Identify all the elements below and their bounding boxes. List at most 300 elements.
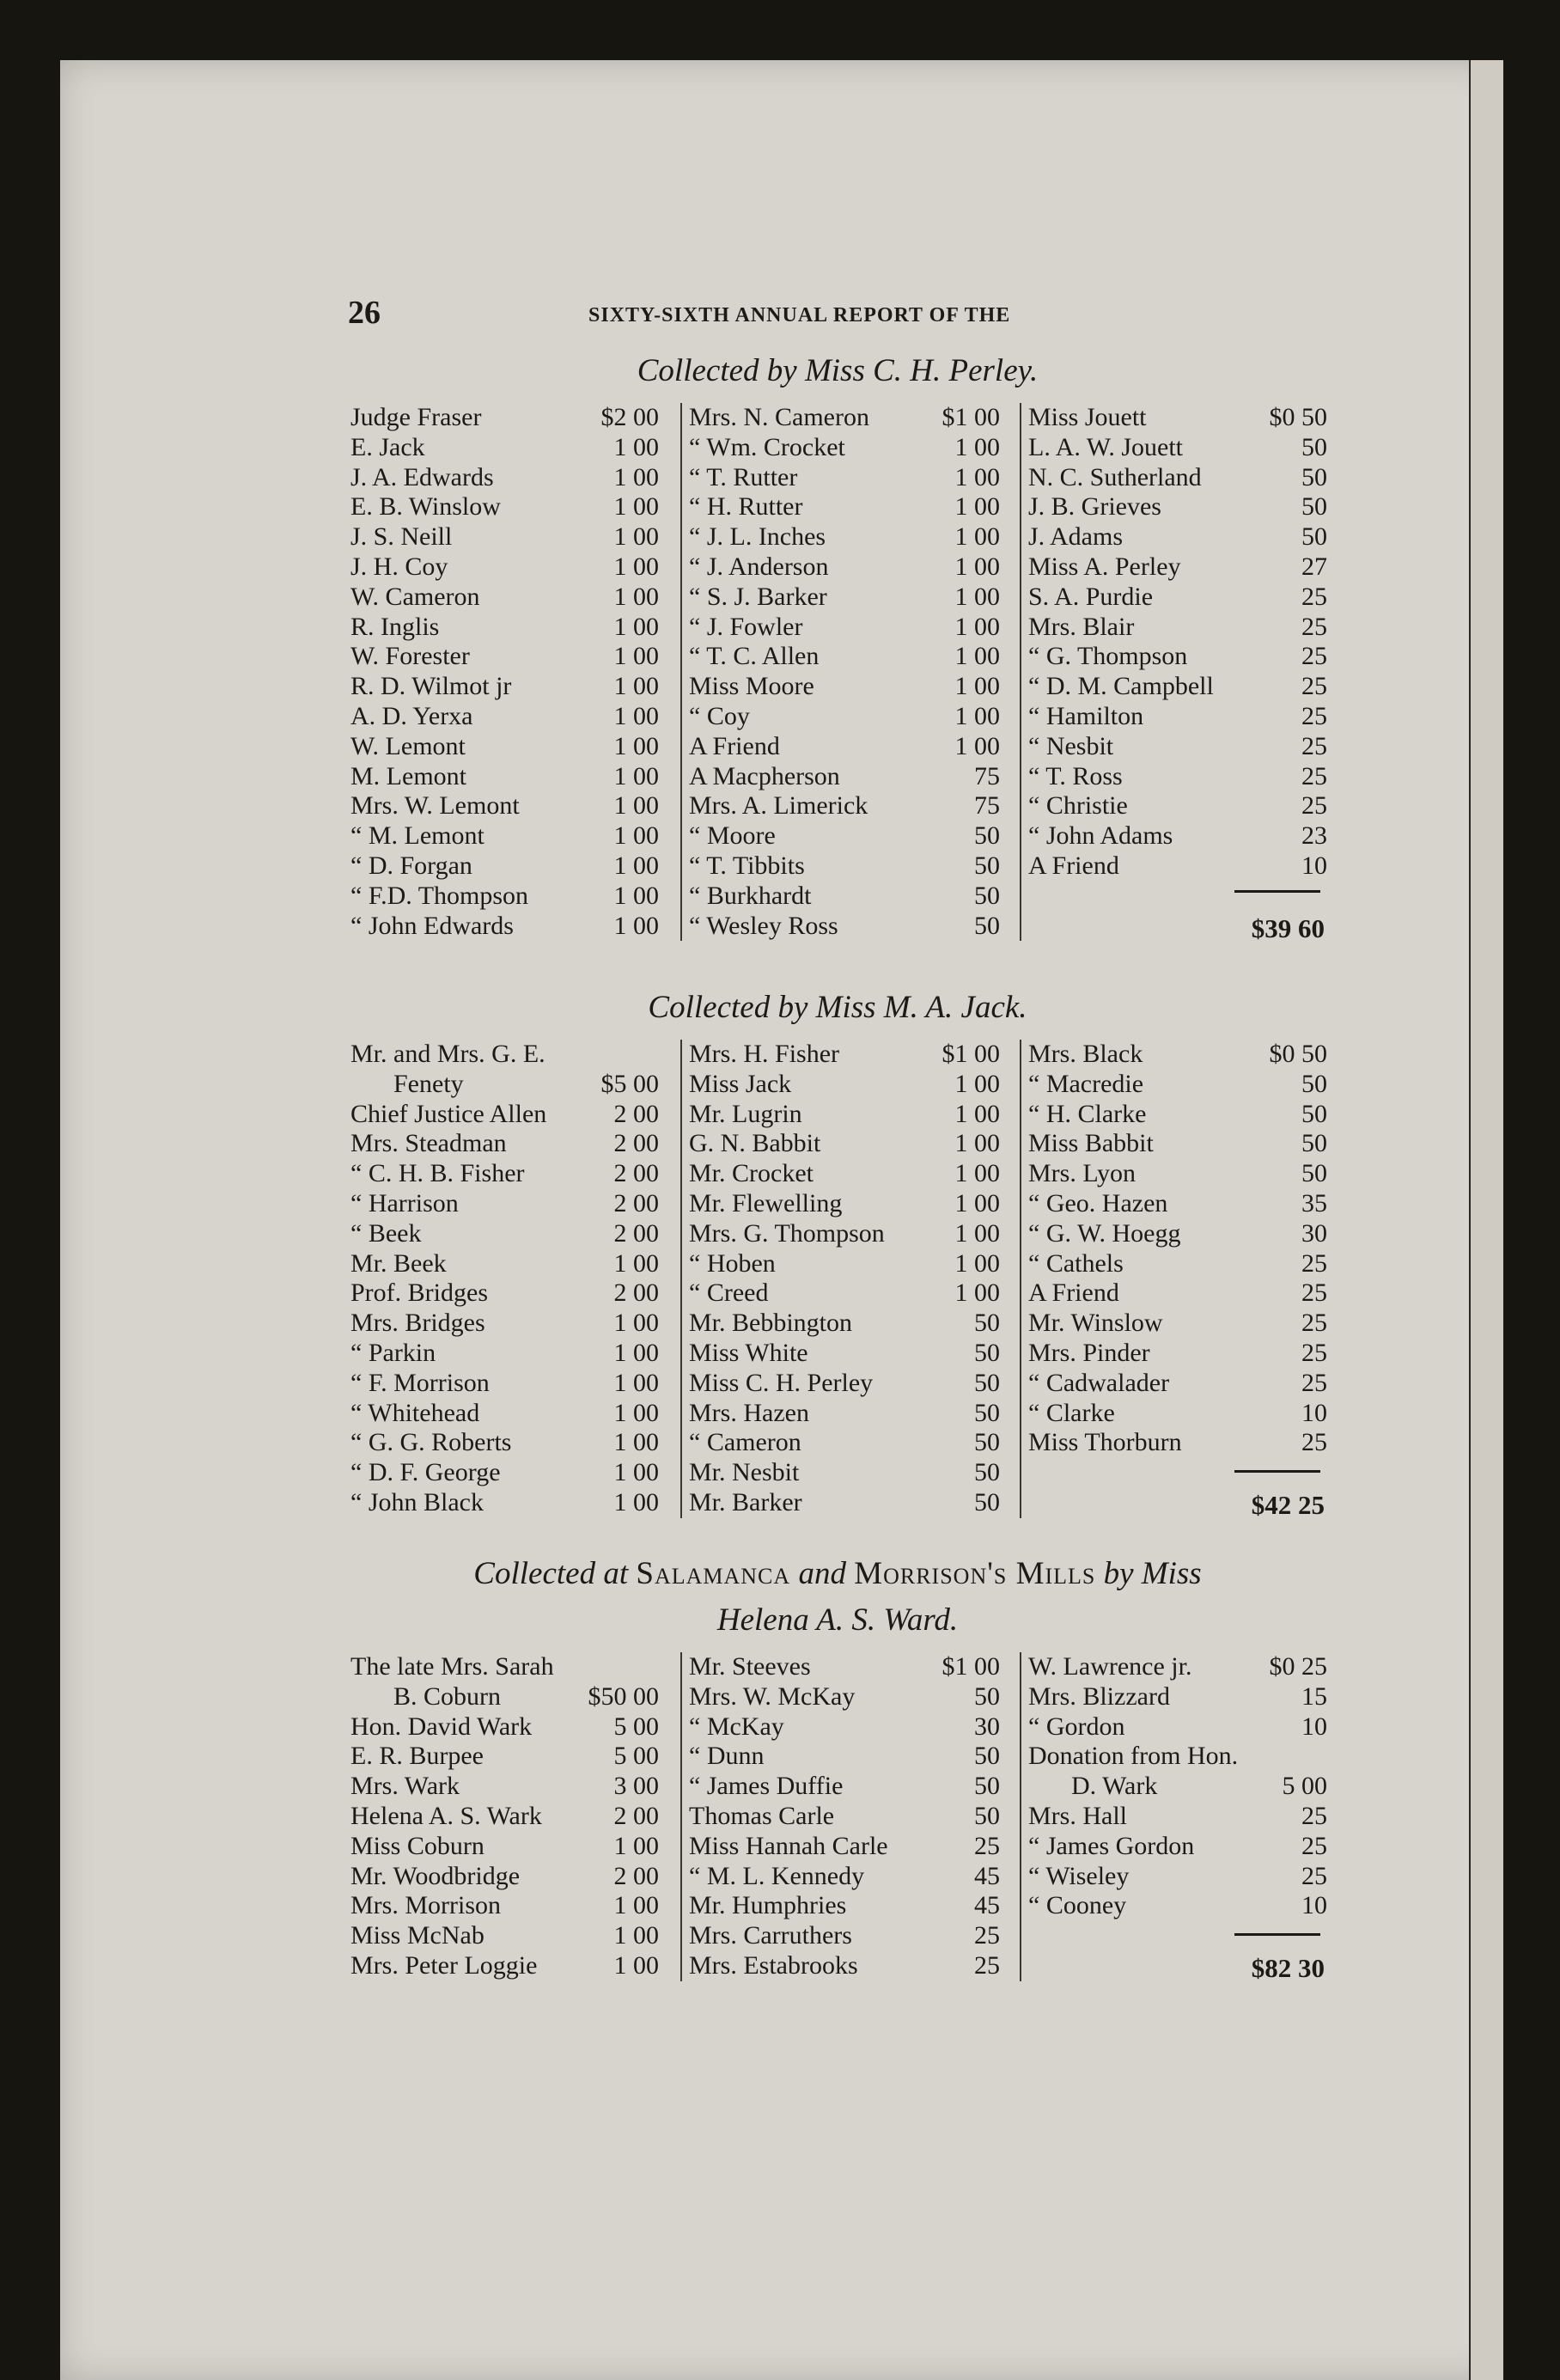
subscriber-name: “ Dunn xyxy=(689,1742,765,1771)
subscription-amount: 1 00 xyxy=(613,612,659,641)
subscriber-row xyxy=(1021,1428,1334,1458)
subscriber-name: Mr. Steeves xyxy=(689,1652,811,1681)
subscription-amount: 25 xyxy=(1301,791,1327,821)
subscriber-row xyxy=(344,613,666,643)
subscriber-row xyxy=(682,1278,1007,1309)
subscriber-row xyxy=(344,1652,666,1682)
subscription-amount: 50 xyxy=(974,1368,1000,1397)
subscriber-name: Miss A. Perley xyxy=(1028,552,1181,581)
subscriber-row xyxy=(682,702,1007,732)
subscription-amount: 25 xyxy=(1301,582,1327,611)
subscription-amount: $1 00 xyxy=(941,403,1000,431)
subscription-amount: 1 00 xyxy=(613,761,659,790)
subscriber-row xyxy=(344,463,666,493)
subscriber-row xyxy=(682,642,1007,672)
subscription-amount: 1 00 xyxy=(613,1891,659,1920)
subscriber-name: Mrs. Estabrooks xyxy=(689,1950,858,1980)
subscriber-row xyxy=(1021,1832,1334,1862)
subscriber-name: “ Creed xyxy=(689,1278,769,1308)
subscriber-name: “ Wesley Ross xyxy=(689,911,838,940)
subscription-amount: 1 00 xyxy=(954,522,1000,552)
section-title: Collected by Miss M. A. Jack. xyxy=(648,990,1027,1025)
subscription-amount: $1 00 xyxy=(941,1040,1000,1068)
subscription-amount: 25 xyxy=(1301,612,1327,641)
subscriber-name: Miss Thorburn xyxy=(1028,1428,1182,1457)
subscriber-row xyxy=(344,1249,666,1279)
subscriber-row xyxy=(344,1129,666,1159)
subscriber-name: Mr. Woodbridge xyxy=(350,1861,521,1890)
subscriber-row xyxy=(1021,1742,1334,1772)
subscriber-row xyxy=(682,851,1007,882)
subscription-amount: 10 xyxy=(1301,1398,1327,1427)
subscriber-name: S. A. Purdie xyxy=(1028,582,1154,611)
subscription-amount: 1 00 xyxy=(954,432,1000,461)
subscriber-name: Mrs. Black xyxy=(1028,1040,1143,1068)
subscription-amount: 1 00 xyxy=(613,791,659,821)
subscriber-row xyxy=(344,492,666,522)
subscriber-row xyxy=(682,492,1007,522)
subscription-amount: 10 xyxy=(1301,851,1327,880)
section-title xyxy=(344,1551,1331,1597)
subscriber-row xyxy=(1021,672,1334,702)
subscriber-name: Mr. and Mrs. G. E. xyxy=(350,1040,545,1068)
subscriber-name: Miss McNab xyxy=(350,1921,484,1950)
subscription-amount: 1 00 xyxy=(613,1309,659,1338)
subscriber-name: Prof. Bridges xyxy=(350,1278,488,1308)
subscriber-row xyxy=(344,702,666,732)
subscription-amount: 50 xyxy=(1301,462,1327,491)
subscriber-row xyxy=(344,1488,666,1518)
subscriber-row xyxy=(344,1189,666,1219)
subscriber-row xyxy=(682,1040,1007,1070)
subscription-amount: 30 xyxy=(1301,1218,1327,1248)
subscriber-name: “ Gordon xyxy=(1028,1712,1125,1741)
subscriber-name: Miss C. H. Perley xyxy=(689,1368,874,1397)
subscriber-row xyxy=(1021,1802,1334,1832)
subscription-amount: 25 xyxy=(1301,1338,1327,1367)
subscriber-name: Mrs. Peter Loggie xyxy=(350,1950,538,1980)
subscriber-name: Mrs. A. Limerick xyxy=(689,791,868,821)
subscriber-row xyxy=(344,522,666,552)
subscription-amount: 2 00 xyxy=(613,1861,659,1890)
subscriber-name: J. Adams xyxy=(1028,522,1124,552)
subscription-amount: 50 xyxy=(974,881,1000,910)
subscriber-name: “ J. Anderson xyxy=(689,552,829,581)
subscriber-name: Mr. Barker xyxy=(689,1487,802,1516)
subscription-amount: 1 00 xyxy=(954,642,1000,671)
subscriber-name: “ Whitehead xyxy=(350,1398,480,1427)
subscription-amount: 30 xyxy=(974,1712,1000,1741)
subscription-amount: 1 00 xyxy=(613,1487,659,1516)
subscription-amount: 1 00 xyxy=(613,731,659,760)
subscription-amount: 2 00 xyxy=(613,1159,659,1188)
subscriber-name: “ H. Clarke xyxy=(1028,1099,1147,1128)
subscription-amount: 50 xyxy=(1301,1159,1327,1188)
subscriber-name: “ M. Lemont xyxy=(350,821,484,851)
subscription-amount: 25 xyxy=(1301,731,1327,760)
subscriber-row xyxy=(682,1249,1007,1279)
subscriber-row xyxy=(344,851,666,882)
subscription-amount: 1 00 xyxy=(954,701,1000,730)
subscriber-name: “ Geo. Hazen xyxy=(1028,1188,1168,1217)
subscription-amount: 1 00 xyxy=(613,1921,659,1950)
subscription-amount: 25 xyxy=(1301,672,1327,701)
subscriber-name: Mr. Beek xyxy=(350,1248,447,1278)
subscription-amount: 1 00 xyxy=(613,552,659,581)
subscriber-row xyxy=(682,433,1007,463)
subscriber-name: Fenety xyxy=(393,1069,464,1098)
subscription-amount: 1 00 xyxy=(613,911,659,940)
subscription-amount: 1 00 xyxy=(954,582,1000,611)
subscriber-name: A Friend xyxy=(689,731,780,760)
subscription-amount: 1 00 xyxy=(954,731,1000,760)
subscription-amount: 75 xyxy=(974,761,1000,790)
subscriber-row xyxy=(682,1742,1007,1772)
subscriber-name: Mrs. Blizzard xyxy=(1028,1681,1170,1711)
subscriber-row xyxy=(344,1921,666,1951)
subscription-amount: 2 00 xyxy=(613,1218,659,1248)
subscription-amount: 27 xyxy=(1301,552,1327,581)
subscriber-row xyxy=(682,1458,1007,1488)
column-2 xyxy=(680,1652,1007,1981)
subscriber-name: “ Cadwalader xyxy=(1028,1368,1170,1397)
subscriber-row xyxy=(1021,1219,1334,1249)
subscriber-name: Thomas Carle xyxy=(689,1801,835,1830)
subscription-amount: 25 xyxy=(1301,1831,1327,1860)
subscriber-row xyxy=(344,642,666,672)
subscriber-name: G. N. Babbit xyxy=(689,1129,821,1158)
subscriber-name: A Friend xyxy=(1028,1278,1119,1308)
subscriber-row xyxy=(682,912,1007,942)
subscriber-row xyxy=(1021,1189,1334,1219)
subscription-amount: 25 xyxy=(1301,1861,1327,1890)
subscriber-name: “ James Duffie xyxy=(689,1772,844,1801)
subscriber-row xyxy=(1021,791,1334,821)
section-jack xyxy=(344,985,1331,1520)
subscriber-name: Mrs. N. Cameron xyxy=(689,403,869,431)
subscriber-name: J. B. Grieves xyxy=(1028,492,1161,522)
subscriber-row xyxy=(344,1712,666,1742)
subscription-amount: $50 00 xyxy=(588,1681,659,1711)
subscription-amount: 1 00 xyxy=(613,1950,659,1980)
total-rule xyxy=(1234,1933,1320,1936)
subscriber-name: “ John Edwards xyxy=(350,911,514,940)
subscriber-row xyxy=(344,882,666,912)
subscription-amount: 1 00 xyxy=(613,672,659,701)
subscriber-name: “ T. Ross xyxy=(1028,761,1123,790)
subscription-amount: 50 xyxy=(974,1487,1000,1516)
subscription-amount: 1 00 xyxy=(954,612,1000,641)
subscriber-row xyxy=(682,732,1007,762)
subscription-amount: 50 xyxy=(974,1338,1000,1367)
subscriber-row xyxy=(682,672,1007,702)
page-number: 26 xyxy=(348,295,381,331)
subscription-amount: 2 00 xyxy=(613,1801,659,1830)
subscriber-row xyxy=(682,1369,1007,1399)
subscriber-name: “ Cameron xyxy=(689,1428,801,1457)
subscriber-row xyxy=(344,1100,666,1130)
subscriber-name: Miss White xyxy=(689,1338,808,1367)
subscriber-name: Judge Fraser xyxy=(350,403,482,431)
subscriber-row xyxy=(682,1129,1007,1159)
subscription-amount: 1 00 xyxy=(613,821,659,851)
subscriber-name: J. H. Coy xyxy=(350,552,448,581)
subscription-amount: 25 xyxy=(1301,1309,1327,1338)
subscriber-row xyxy=(1021,522,1334,552)
subscriber-row xyxy=(1021,1100,1334,1130)
subscriber-name: Mr. Winslow xyxy=(1028,1309,1163,1338)
subscription-amount: 1 00 xyxy=(954,1188,1000,1217)
subscription-amount: 1 00 xyxy=(613,1368,659,1397)
subscriber-row xyxy=(1021,851,1334,882)
subscriber-name: D. Wark xyxy=(1071,1772,1158,1801)
subscriber-name: M. Lemont xyxy=(350,761,466,790)
subscriber-name: “ Cooney xyxy=(1028,1891,1127,1920)
subscriber-row xyxy=(1021,583,1334,613)
subscriber-row xyxy=(1021,463,1334,493)
subscriber-row xyxy=(344,583,666,613)
subscriber-row xyxy=(1021,403,1334,433)
subscription-amount: 25 xyxy=(1301,701,1327,730)
subscriber-name: Mrs. Steadman xyxy=(350,1129,507,1158)
subscription-amount: 50 xyxy=(974,1681,1000,1711)
subscriber-name: Chief Justice Allen xyxy=(350,1099,547,1128)
column-3 xyxy=(1020,1652,1334,1981)
subscription-amount: 5 00 xyxy=(613,1742,659,1771)
subscriber-name: E. Jack xyxy=(350,432,425,461)
subscriber-name: “ John Adams xyxy=(1028,821,1173,851)
subscriber-row xyxy=(682,1189,1007,1219)
subscription-amount: 50 xyxy=(974,911,1000,940)
subscriber-name: W. Lawrence jr. xyxy=(1028,1652,1192,1681)
subscription-amount: 2 00 xyxy=(613,1188,659,1217)
subscriber-name: E. B. Winslow xyxy=(350,492,501,522)
title-part: Collected at xyxy=(473,1556,637,1591)
subscriber-row xyxy=(344,403,666,433)
section-total: $39 60 xyxy=(1251,912,1325,943)
subscriber-row xyxy=(682,1339,1007,1369)
section-perley xyxy=(344,348,1331,943)
subscriber-name: R. D. Wilmot jr xyxy=(350,672,512,701)
subscriber-name: “ J. Fowler xyxy=(689,612,803,641)
subscription-amount: 25 xyxy=(1301,1368,1327,1397)
subscription-amount: $2 00 xyxy=(600,403,659,431)
subscription-amount: 50 xyxy=(1301,492,1327,522)
subscription-amount: 1 00 xyxy=(613,642,659,671)
section-ward xyxy=(344,1551,1331,1983)
subscriber-row xyxy=(682,1951,1007,1981)
subscriber-name: “ Clarke xyxy=(1028,1398,1115,1427)
subscriber-row xyxy=(344,552,666,583)
subscriber-row xyxy=(1021,1369,1334,1399)
subscription-amount: 50 xyxy=(1301,1099,1327,1128)
subscriber-row xyxy=(1021,1278,1334,1309)
subscriber-name: A Macpherson xyxy=(689,761,840,790)
subscriber-row xyxy=(344,1369,666,1399)
subscriber-name: L. A. W. Jouett xyxy=(1028,432,1184,461)
subscriber-name: Mrs. G. Thompson xyxy=(689,1218,885,1248)
section-title: Collected by Miss C. H. Perley. xyxy=(637,353,1039,388)
subscriber-row xyxy=(682,403,1007,433)
subscription-amount: $0 25 xyxy=(1269,1652,1327,1681)
subscriber-name: Miss Jouett xyxy=(1028,403,1147,431)
subscriber-name: A Friend xyxy=(1028,851,1119,880)
subscription-amount: 75 xyxy=(974,791,1000,821)
subscriber-row xyxy=(682,1921,1007,1951)
subscriber-name: Mrs. Bridges xyxy=(350,1309,485,1338)
subscription-amount: 2 00 xyxy=(613,1278,659,1308)
subscription-amount: 25 xyxy=(974,1831,1000,1860)
subscription-amount: 1 00 xyxy=(613,701,659,730)
page-header xyxy=(348,294,1327,337)
total-rule xyxy=(1234,1470,1320,1473)
subscriber-row xyxy=(1021,1159,1334,1189)
subscription-amount: 1 00 xyxy=(613,851,659,880)
subscriber-row xyxy=(682,762,1007,792)
subscription-amount: 1 00 xyxy=(613,1398,659,1427)
subscriber-row xyxy=(682,1652,1007,1682)
subscription-amount: $1 00 xyxy=(941,1652,1000,1681)
subscriber-name: Miss Moore xyxy=(689,672,814,701)
subscription-amount: 3 00 xyxy=(613,1772,659,1801)
subscription-amount: 50 xyxy=(974,1801,1000,1830)
subscriber-row xyxy=(344,1428,666,1458)
subscriber-name: “ Harrison xyxy=(350,1188,459,1217)
subscription-amount: 1 00 xyxy=(954,672,1000,701)
subscription-amount: 5 00 xyxy=(613,1712,659,1741)
subscription-amount: 45 xyxy=(974,1861,1000,1890)
subscription-amount: 50 xyxy=(1301,1129,1327,1158)
column-1 xyxy=(344,403,666,941)
subscription-amount: 50 xyxy=(974,1309,1000,1338)
subscription-amount: 1 00 xyxy=(954,1069,1000,1098)
subscriber-name: “ G. G. Roberts xyxy=(350,1428,512,1457)
subscription-amount: 15 xyxy=(1301,1681,1327,1711)
subscriber-row xyxy=(682,1309,1007,1339)
subscriber-row xyxy=(682,1488,1007,1518)
subscription-amount: 50 xyxy=(974,1742,1000,1771)
subscriber-row xyxy=(682,1712,1007,1742)
subscriber-name: “ M. L. Kennedy xyxy=(689,1861,865,1890)
subscriber-row xyxy=(1021,1040,1334,1070)
subscription-amount: 1 00 xyxy=(954,1278,1000,1308)
subscriber-name: “ Cathels xyxy=(1028,1248,1124,1278)
subscriber-name: “ Wm. Crocket xyxy=(689,432,845,461)
subscriber-name: Mrs. H. Fisher xyxy=(689,1040,840,1068)
subscription-amount: 50 xyxy=(974,1772,1000,1801)
subscriber-name: “ D. F. George xyxy=(350,1458,501,1487)
subscriber-name: A. D. Yerxa xyxy=(350,701,473,730)
subscriber-row xyxy=(344,1832,666,1862)
subscription-amount: 50 xyxy=(974,1398,1000,1427)
subscriber-row xyxy=(344,1070,666,1100)
subscriber-name: W. Cameron xyxy=(350,582,480,611)
subscription-amount: 50 xyxy=(1301,432,1327,461)
subscriber-row xyxy=(344,1219,666,1249)
subscription-amount: 2 00 xyxy=(613,1129,659,1158)
subscriber-row xyxy=(682,463,1007,493)
subscriber-name: “ Coy xyxy=(689,701,750,730)
subscriber-name: N. C. Sutherland xyxy=(1028,462,1202,491)
subscriber-row xyxy=(344,821,666,851)
subscriber-row xyxy=(1021,1070,1334,1100)
subscription-amount: 1 00 xyxy=(954,1218,1000,1248)
subscriber-row xyxy=(682,1219,1007,1249)
subscription-amount: 50 xyxy=(974,821,1000,851)
subscriber-name: Mrs. Wark xyxy=(350,1772,460,1801)
subscriber-row xyxy=(682,1772,1007,1802)
column-3 xyxy=(1020,1040,1334,1518)
subscriber-name: Mrs. Carruthers xyxy=(689,1921,852,1950)
subscriber-row xyxy=(1021,492,1334,522)
subscriber-row xyxy=(1021,433,1334,463)
subscription-amount: 25 xyxy=(1301,1278,1327,1308)
subscriber-name: “ Burkhardt xyxy=(689,881,812,910)
subscription-amount: 1 00 xyxy=(954,1159,1000,1188)
subscriber-row xyxy=(344,732,666,762)
subscriber-row xyxy=(1021,1399,1334,1429)
subscriber-name: Mr. Humphries xyxy=(689,1891,847,1920)
total-rule xyxy=(1234,890,1320,893)
subscription-amount: 2 00 xyxy=(613,1099,659,1128)
subscriber-name: J. A. Edwards xyxy=(350,462,494,491)
subscriber-name: “ G. W. Hoegg xyxy=(1028,1218,1181,1248)
subscriber-row xyxy=(344,1458,666,1488)
subscriber-row xyxy=(682,791,1007,821)
subscription-amount: 1 00 xyxy=(613,1338,659,1367)
subscriber-row xyxy=(1021,1682,1334,1712)
subscription-amount: 1 00 xyxy=(613,1831,659,1860)
section-title-line2: Helena A. S. Ward. xyxy=(716,1602,959,1638)
subscriber-row xyxy=(1021,1249,1334,1279)
subscriber-name: Miss Babbit xyxy=(1028,1129,1154,1158)
subscription-amount: 1 00 xyxy=(613,492,659,522)
subscriber-name: Mrs. W. McKay xyxy=(689,1681,856,1711)
subscription-amount: 5 00 xyxy=(1282,1772,1327,1801)
subscriber-row xyxy=(682,1862,1007,1892)
subscription-amount: 50 xyxy=(1301,1069,1327,1098)
subscriber-row xyxy=(682,1891,1007,1921)
subscriber-name: “ Nesbit xyxy=(1028,731,1114,760)
subscriber-row xyxy=(1021,1862,1334,1892)
subscriber-row xyxy=(344,1339,666,1369)
subscription-amount: 1 00 xyxy=(613,462,659,491)
subscription-amount: 35 xyxy=(1301,1188,1327,1217)
column-1 xyxy=(344,1652,666,1981)
subscription-amount: 25 xyxy=(974,1950,1000,1980)
subscriber-row xyxy=(344,791,666,821)
subscription-amount: 1 00 xyxy=(613,582,659,611)
subscriber-row xyxy=(682,1682,1007,1712)
subscriber-name: “ D. M. Campbell xyxy=(1028,672,1214,701)
column-3 xyxy=(1020,403,1334,941)
subscriber-row xyxy=(1021,1712,1334,1742)
subscription-amount: 1 00 xyxy=(954,492,1000,522)
subscriber-row xyxy=(1021,1339,1334,1369)
section-total: $42 25 xyxy=(1251,1490,1325,1520)
subscription-amount: 1 00 xyxy=(954,462,1000,491)
subscription-amount: 1 00 xyxy=(954,1129,1000,1158)
subscriber-row xyxy=(344,1040,666,1070)
subscription-amount: 25 xyxy=(1301,761,1327,790)
subscriber-name: “ T. Tibbits xyxy=(689,851,805,880)
subscription-amount: 25 xyxy=(1301,1428,1327,1457)
subscription-amount: 50 xyxy=(974,1458,1000,1487)
subscriber-row xyxy=(682,1100,1007,1130)
subscriber-name: “ D. Forgan xyxy=(350,851,472,880)
subscription-amount: 50 xyxy=(1301,522,1327,552)
subscriber-row xyxy=(682,1832,1007,1862)
